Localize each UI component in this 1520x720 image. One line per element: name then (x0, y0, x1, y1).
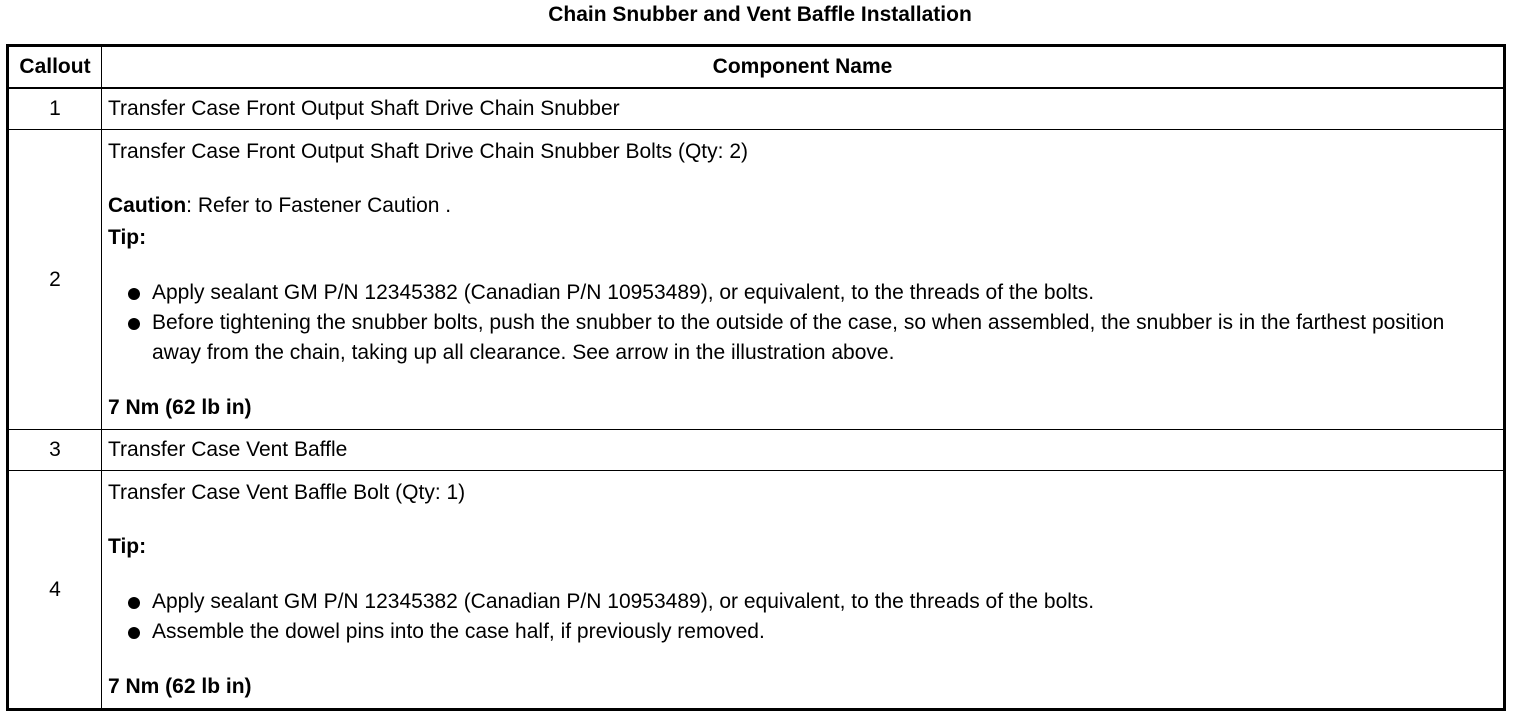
table-row (8, 130, 1505, 430)
bullet-icon (128, 627, 140, 639)
tip-list (108, 587, 1503, 647)
tip-text: Apply sealant GM P/N 12345382 (Canadian P/N 10953489), or equivalent, to the threads of the bolts. (152, 590, 1095, 614)
table-row (8, 88, 1505, 130)
component-detail-cell (102, 471, 1505, 710)
tip-list (108, 278, 1503, 368)
table-row (8, 430, 1505, 471)
caution-label: Caution (108, 194, 187, 217)
torque-spec: 7 Nm (62 lb in) (108, 396, 252, 419)
list-item (108, 587, 1503, 617)
list-item (108, 278, 1503, 308)
tip-label: Tip: (108, 535, 147, 559)
component-name: Transfer Case Front Output Shaft Drive Chain Snubber Bolts (Qty: 2) (108, 140, 748, 163)
caution-note (108, 192, 1503, 220)
callout-number: 1 (8, 88, 102, 130)
tip-text: Apply sealant GM P/N 12345382 (Canadian P/N 10953489), or equivalent, to the threads of the bolts. (152, 281, 1095, 304)
component-name: Transfer Case Vent Baffle Bolt (Qty: 1) (108, 481, 466, 505)
component-detail-cell (102, 130, 1505, 430)
callout-number: 3 (8, 430, 102, 471)
table-header-row (8, 46, 1505, 89)
bullet-icon (128, 597, 140, 609)
bullet-icon (128, 318, 140, 330)
callout-number: 4 (8, 471, 102, 710)
torque-spec: 7 Nm (62 lb in) (108, 675, 252, 699)
callout-column-header: Callout (8, 46, 102, 89)
callout-number: 2 (8, 130, 102, 430)
list-item (108, 308, 1503, 368)
component-name: Transfer Case Vent Baffle (102, 430, 1505, 471)
components-table (6, 44, 1506, 711)
component-name: Transfer Case Front Output Shaft Drive Chain Snubber (102, 88, 1505, 130)
list-item (108, 617, 1503, 647)
tip-text: Assemble the dowel pins into the case half, if previously removed. (152, 620, 765, 644)
bullet-icon (128, 288, 140, 300)
component-name-column-header: Component Name (102, 46, 1505, 89)
table-row (8, 471, 1505, 710)
tip-label: Tip: (108, 226, 147, 249)
tip-text: Before tightening the snubber bolts, push the snubber to the outside of the case, so when assembled, the snubber is in the farthest position away from the chain, taking up all clearance. See arrow in the illustration above. (152, 311, 1445, 364)
page-title: Chain Snubber and Vent Baffle Installation (548, 3, 972, 26)
caution-text: : Refer to Fastener Caution . (186, 194, 452, 217)
